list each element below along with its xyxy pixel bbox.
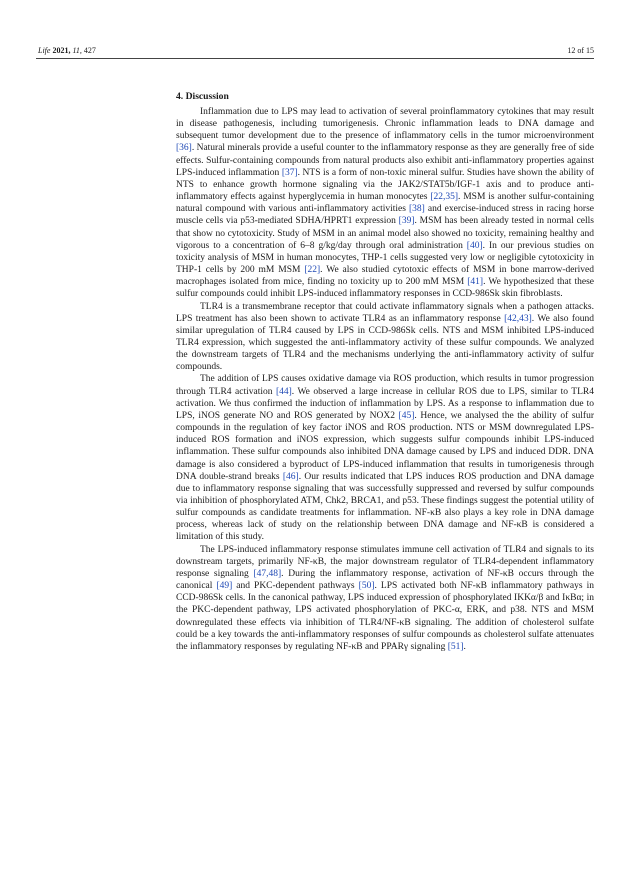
paragraph-text: . LPS activated both NF-κB inflammatory pathways in CCD-986Sk cells. In the canonical pathway, LPS induced expression of phosphorylated IKKα/β and IκBα; in the PKC-dependent pathway, LPS activated phosphorylation of PKC-α, ERK, and p38. NTS and MSM downregulated these effects via inhibition of TLR4/NF-κB signaling. The addition of cholesterol sulfate could be a key towards the anti-inflammatory responses of sulfur compounds as cholesterol sulfate attenuates the inflammatory responses by regulating NF-κB and PPARγ signaling [176, 581, 595, 652]
citation-link[interactable]: [42,43] [504, 313, 532, 324]
citation-link[interactable]: [47,48] [253, 568, 282, 579]
citation-link[interactable]: [51] [447, 641, 464, 652]
paragraph-text: TLR4 is a transmembrane receptor that could activate inflammatory signals when a pathogen attacks. LPS treatment has also been shown to activate TLR4 as an inflammatory response [176, 301, 594, 324]
running-header-citation [38, 46, 96, 55]
paragraph-text: . Natural minerals provide a useful counter to the inflammatory response as they are generally free of side effects. Sulfur-containing compounds from natural products also exhibit anti-inflammatory properties against LPS-induced inflammation [176, 143, 594, 178]
citation-link[interactable]: [38] [409, 204, 425, 215]
citation-link[interactable]: [37] [281, 167, 298, 178]
citation-link[interactable]: [40] [466, 240, 483, 251]
main-content [176, 91, 594, 653]
paragraph-text: . Hence, we analysed the the ability of sulfur compounds in the regulation of key factor iNOS and ROS production. NTS or MSM downregulated LPS-induced ROS formation and iNOS expression, which suggests sulfur compounds inhibit LPS-induced inflammation. These sulfur compounds also inhibited DNA damage caused by LPS and induced DDR. DNA damage is also considered a byproduct of LPS-induced inflammation that results in tumorigenesis through DNA double-strand breaks [176, 410, 594, 482]
paragraph-text: Inflammation due to LPS may lead to activation of several proinflammatory cytokines that may result in disease pathogenesis, including tumorigenesis. Chronic inflammation leads to DNA damage and subsequent tumor development due to the presence of inflammatory cells in the tumor microenvironment [176, 107, 594, 142]
page-number: 12 of 15 [567, 46, 594, 55]
paragraph-text: . We observed a large increase in cellular ROS due to LPS, similar to TLR4 activation. We thus confirmed the induction of inflammation by LPS. As a response to inflammation due to LPS, iNOS generate NO and ROS generated by NOX2 [176, 386, 595, 421]
paragraph-text: . [463, 641, 466, 652]
journal-year: 2021, [52, 46, 71, 55]
citation-link[interactable]: [45] [398, 410, 415, 421]
citation-link[interactable]: [44] [275, 386, 292, 397]
paragraph-text: and PKC-dependent pathways [232, 581, 359, 592]
citation-link[interactable]: [36] [176, 143, 192, 154]
paragraph [176, 301, 594, 374]
paragraph [176, 544, 594, 653]
paragraph-text: . MSM is another sulfur-containing natural compound with various anti-inflammatory activities [176, 192, 594, 215]
citation-link[interactable]: [41] [467, 277, 484, 288]
journal-name: Life [38, 46, 51, 55]
paragraph-text: . We hypothesized that these sulfur compounds could inhibit LPS-induced inflammatory responses in CCD-986Sk skin fibroblasts. [176, 277, 594, 300]
citation-link[interactable]: [22] [304, 265, 321, 276]
paragraph-text: . NTS is a form of non-toxic mineral sulfur. Studies have shown the ability of NTS to enhance growth hormone signaling via the JAK2/STAT5b/IGF-1 axis and to produce anti-inflammatory effects against hyperglycemia in human monocytes [176, 167, 594, 203]
paragraph-text: . In our previous studies on toxicity analysis of MSM in human monocytes, THP-1 cells suggested very low or negligible cytotoxicity in THP-1 cells by 200 mM MSM [176, 240, 594, 276]
citation-link[interactable]: [46] [282, 471, 299, 482]
journal-volume: 11, [72, 46, 82, 55]
paragraph-text: and exercise-induced stress in racing horse muscle cells via p53-mediated SDHA/HPRT1 expression [176, 204, 594, 227]
paragraph [176, 373, 594, 543]
section-title: 4. Discussion [176, 91, 229, 102]
paragraph-text: . We also found similar upregulation of TLR4 caused by LPS in CCD-986Sk cells. NTS and MSM inhibited LPS-induced TLR4 expression, which suggested the anti-inflammatory activity of these sulfur compounds. We analyzed the downstream targets of TLR4 and the mechanisms underlying the anti-inflammatory activity of sulfur compounds. [176, 313, 594, 373]
paragraph-text: The addition of LPS causes oxidative damage via ROS production, which results in tumor progression through TLR4 activation [176, 374, 594, 397]
citation-link[interactable]: [22,35] [430, 192, 459, 203]
article-number: 427 [83, 46, 96, 55]
citation-link[interactable]: [49] [216, 581, 233, 592]
citation-link[interactable]: [50] [358, 581, 375, 592]
paragraph-text: . Our results indicated that LPS induces ROS production and DNA damage due to inflammatory response signaling that was successfully suppressed and reversed by sulfur compounds via inhibition of phosphorylated ATM, Chk2, BRCA1, and p53. These findings suggest the potential utility of sulfur compounds as candidate treatments for inflammation. NF-κB also plays a key role in DNA damage process, whereas lack of study on the relationship between DNA damage and NF-κB is considered a limitation of this study. [176, 471, 594, 543]
paragraph-text: The LPS-induced inflammatory response stimulates immune cell activation of TLR4 and signals to its downstream targets, primarily NF-κB, the major downstream regulator of TLR4-dependent inflammatory response signaling [176, 544, 594, 579]
paragraph-text: . MSM has been already tested in normal cells that show no cytotoxicity. Study of MSM in an animal model also showed no toxicity, remaining healthy and vigorous to a concentration of 6–8 g/kg/day through oral administration [176, 216, 594, 251]
header-rule [36, 58, 594, 59]
paragraph-text: . During the inflammatory response, activation of NF-κB occurs through the canonical [176, 568, 594, 592]
citation-link[interactable]: [39] [398, 216, 415, 227]
paragraph-text: . We also studied cytotoxic effects of MSM in bone marrow-derived macrophages isolated from mice, finding no toxicity up to 200 mM MSM [176, 265, 594, 288]
paragraph [176, 106, 594, 301]
